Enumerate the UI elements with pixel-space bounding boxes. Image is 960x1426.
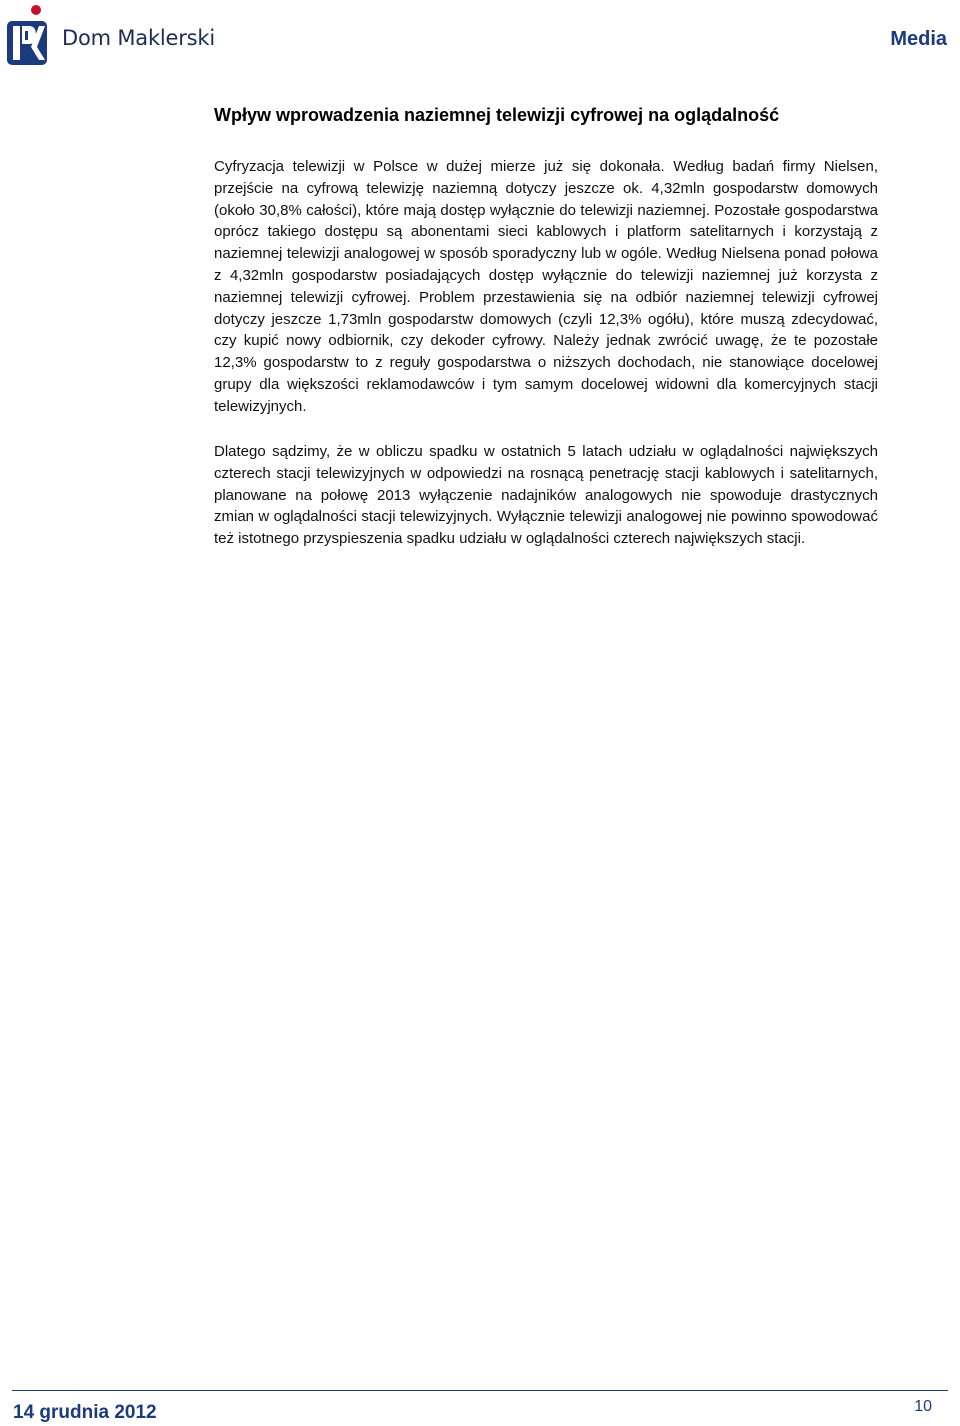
pko-logo-icon xyxy=(6,4,48,66)
article-paragraph: Cyfryzacja telewizji w Polsce w dużej mierze już się dokonała. Według badań firmy Nielsen, przejście na cyfrową telewizję naziemną dotyczy jeszcze ok. 4,32mln gospodarstw domowych (około 30,8% całości), które mają dostęp wyłącznie do telewizji naziemnej. Pozostałe gospodarstwa oprócz takiego dostępu są abonentami sieci kablowych i platform satelitarnych i korzystają z naziemnej telewizji analogowej w sposób sporadyczny lub w ogóle. Według Nielsena ponad połowa z 4,32mln gospodarstw posiadających dostęp wyłącznie do telewizji naziemnej już korzysta z naziemnej telewizji cyfrowej. Problem przestawienia się na odbiór naziemnej telewizji cyfrowej dotyczy jeszcze 1,73mln gospodarstw domowych (czyli 12,3% ogółu), które muszą zdecydować, czy kupić nowy odbiornik, czy dekoder cyfrowy. Należy jednak zwrócić uwagę, że te pozostałe 12,3% gospodarstw to z reguły gospodarstwa o niższych dochodach, nie stanowiące docelowej grupy dla większości reklamodawców i tym samym docelowej widowni dla komercyjnych stacji telewizyjnych. xyxy=(214,158,878,415)
article-title: Wpływ wprowadzenia naziemnej telewizji cyfrowej na oglądalność xyxy=(214,105,780,125)
footer-divider xyxy=(12,1390,948,1391)
article-paragraph: Dlatego sądzimy, że w obliczu spadku w ostatnich 5 latach udziału w oglądalności największych czterech stacji telewizyjnych w odpowiedzi na rosnącą penetrację stacji kablowych i satelitarnych, planowane na połowę 2013 wyłączenie nadajników analogowych nie spowoduje drastycznych zmian w oglądalności stacji telewizyjnych. Wyłącznie telewizji analogowej nie powinno spowodować też istotnego przyspieszenia spadku udziału w oglądalności czterech największych stacji. xyxy=(214,443,878,548)
section-label: Media xyxy=(890,28,947,50)
page-header xyxy=(0,0,960,70)
page-number: 10 xyxy=(914,1398,932,1415)
report-date: 14 grudnia 2012 xyxy=(13,1402,157,1423)
brand-name: Dom Maklerski xyxy=(62,26,216,50)
page-footer xyxy=(0,1380,960,1426)
